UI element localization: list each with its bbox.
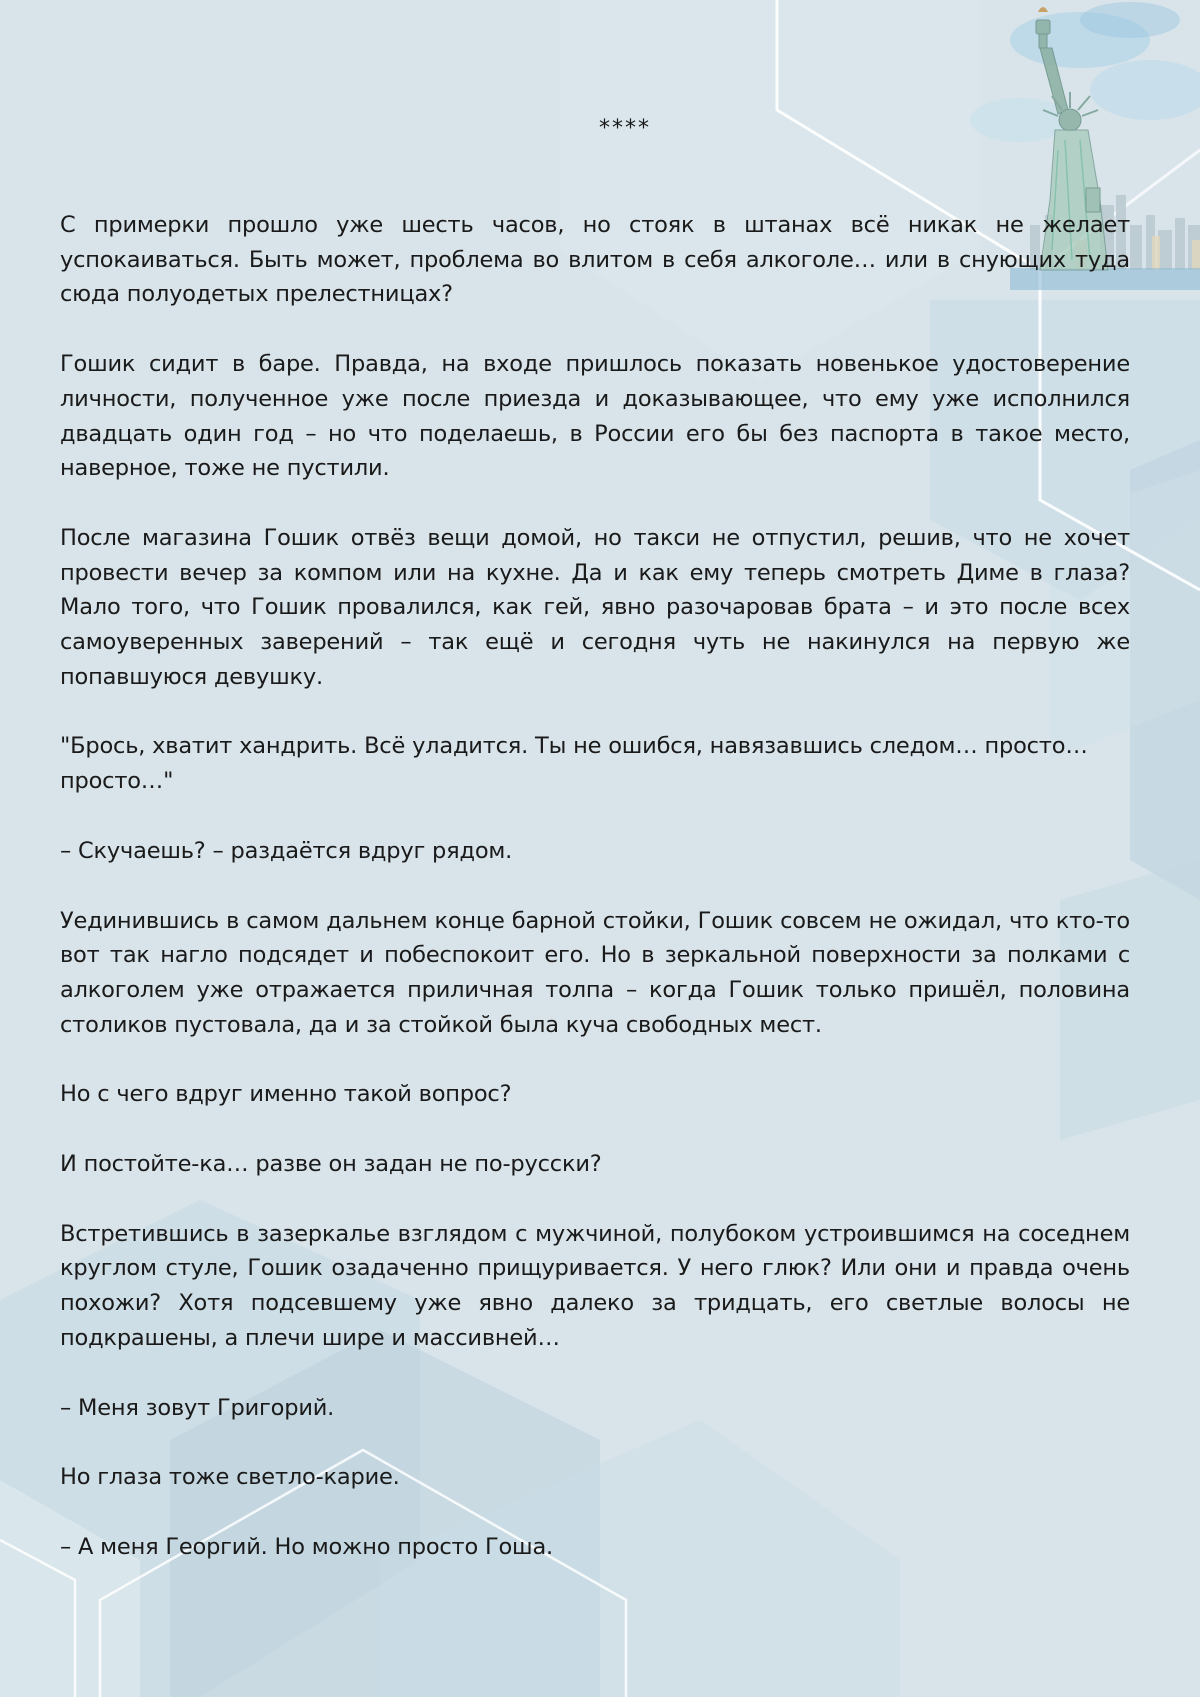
dialogue-line: – Меня зовут Григорий. [60,1394,335,1421]
dialogue-line: – Скучаешь? – раздаётся вдруг рядом. [60,837,513,864]
paragraph: Но с чего вдруг именно такой вопрос? [60,1081,512,1108]
section-separator: **** [599,116,651,141]
dialogue-line: – А меня Георгий. Но можно просто Гоша. [60,1533,553,1560]
paragraph: Уединившись в самом дальнем конце барной стойки, Гошик совсем не ожидал, что кто-то вот так нагло подсядет и побеспокоит его. Но в зеркальной поверхности за полками с алкоголем уже отражается приличная толпа – когда Гошик только пришёл, половина столиков пустовала, да и за стойкой была куча свободных мест. [60,907,1130,1038]
paragraph: "Брось, хватит хандрить. Всё уладится. Ты не ошибся, навязавшись следом… просто… просто…" [60,733,1088,795]
paragraph: Но глаза тоже светло-карие. [60,1464,400,1491]
paragraph: Гошик сидит в баре. Правда, на входе пришлось показать новенькое удостоверение личности, полученное уже после приезда и доказывающее, что ему уже исполнился двадцать один год – но что поделаешь, в России его бы без паспорта в такое место, наверное, тоже не пустили. [60,351,1130,482]
paragraph: С примерки прошло уже шесть часов, но стояк в штанах всё никак не желает успокаиваться. Быть может, проблема во влитом в себя алкоголе… или в снующих туда сюда полуодетых прелестницах? [60,212,1130,308]
paragraph: После магазина Гошик отвёз вещи домой, но такси не отпустил, решив, что не хочет провести вечер за компом или на кухне. Да и как ему теперь смотреть Диме в глаза? Мало того, что Гошик провалился, как гей, явно разочаровав брата – и это после всех самоуверенных заверений – так ещё и сегодня чуть не накинулся на первую же попавшуюся девушку. [60,524,1130,690]
document-page [60,108,1130,1600]
paragraph: Встретившись в зазеркалье взглядом с мужчиной, полубоком устроившимся на соседнем круглом стуле, Гошик озадаченно прищуривается. У него глюк? Или они и правда очень похожи? Хотя подсевшему уже явно далеко за тридцать, его светлые волосы не подкрашены, а плечи шире и массивней… [60,1220,1130,1351]
paragraph: И постойте-ка… разве он задан не по-русски? [60,1151,602,1178]
